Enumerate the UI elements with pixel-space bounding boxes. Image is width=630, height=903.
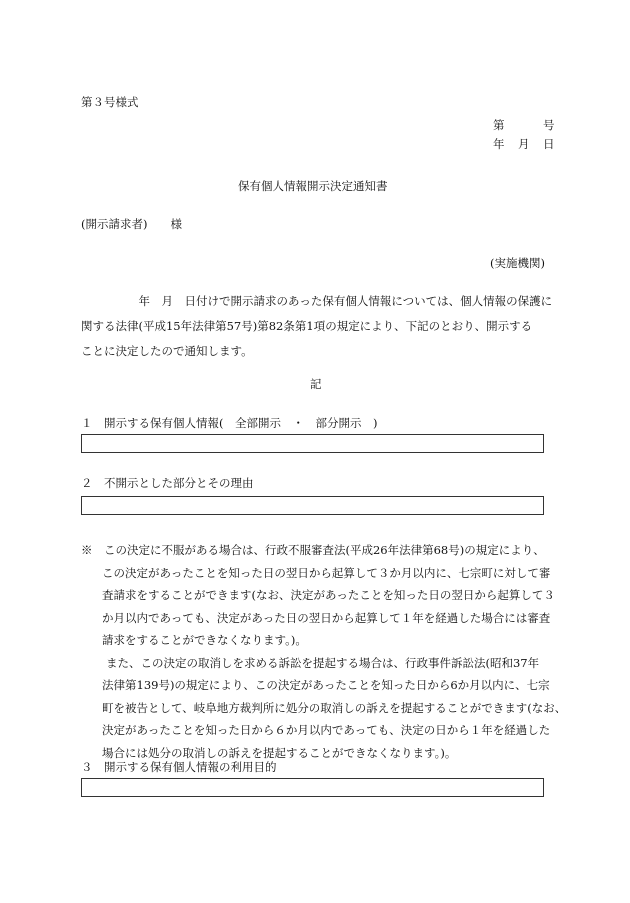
recipient-line: (開示請求者) 様 [81,217,182,231]
intro-line: 年 月 日付けで開示請求のあった保有個人情報については、個人情報の保護に [81,294,553,308]
intro-line: ことに決定したので通知します。 [81,344,253,358]
section3-field[interactable] [81,778,544,797]
intro-line: 関する法律(平成15年法律第57号)第82条第1項の規定により、下記のとおり、開示する [81,319,533,333]
intro-paragraph [81,289,551,364]
notice-line: 法律第139号)の規定により、この決定があったことを知った日から6か月以内に、七宗 [102,678,550,692]
notice-line: 場合には処分の取消しの訴えを提起することができなくなります。)。 [102,745,457,760]
document-number: 第 号 [493,118,556,132]
section2-field[interactable] [81,496,544,515]
page-title: 保有個人情報開示決定通知書 [238,179,388,193]
agency-label: (実施機関) [490,256,545,270]
notice-line: 査請求をすることができます(なお、決定があったことを知った日の翌日から起算して３ [102,588,555,602]
notice-line: ※ この決定に不服がある場合は、行政不服審査法(平成26年法律第68号)の規定により、 [81,543,545,557]
notice-line: 請求をすることができなくなります。)。 [102,633,307,647]
notice-line: この決定があったことを知った日の翌日から起算して３か月以内に、七宗町に対して審 [102,565,551,580]
document-date: 年 月 日 [493,137,556,151]
section2-label: ２ 不開示とした部分とその理由 [81,476,254,490]
section1-label: １ 開示する保有個人情報( 全部開示 ・ 部分開示 ) [81,416,378,430]
ki-heading: 記 [310,377,322,391]
notice-line: また、この決定の取消しを求める訴訟を提起する場合は、行政事件訴訟法(昭和37年 [106,655,540,670]
appeal-notice [81,539,567,764]
section1-field[interactable] [81,434,544,453]
notice-line: か月以内であっても、決定があった日の翌日から起算して１年を経過した場合には審査 [102,610,551,625]
notice-line: 町を被告として、岐阜地方裁判所に処分の取消しの訴えを提起することができます(なお、 [102,700,567,715]
form-label: 第３号様式 [81,95,139,109]
section3-label: ３ 開示する保有個人情報の利用目的 [81,760,277,774]
notice-line: 決定があったことを知った日から６か月以内であっても、決定の日から１年を経過した [102,723,551,737]
